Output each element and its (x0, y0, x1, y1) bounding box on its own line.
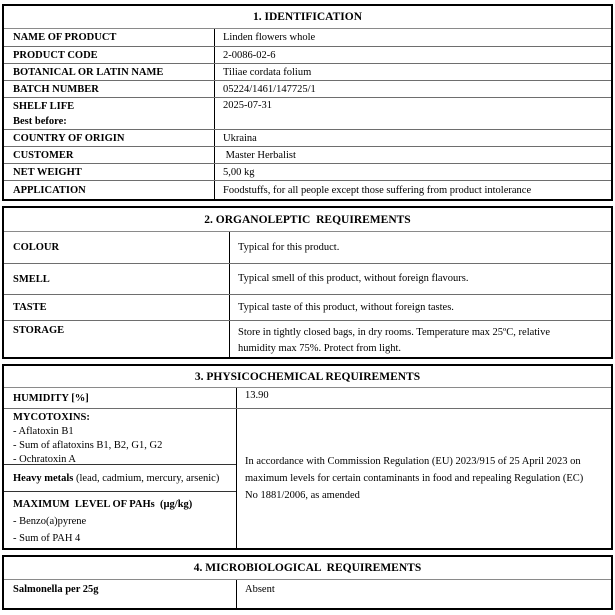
row-value: Ukraina (223, 132, 257, 144)
mycotoxin-item: - Sum of aflatoxins B1, B2, G1, G2 (13, 440, 163, 451)
pahs-cell (4, 492, 236, 548)
row-value: Store in tightly closed bags, in dry rooms. Temperature max 25ºC, relative humidity max 75%. Protect from light. (238, 327, 553, 354)
row-value: 13.90 (245, 390, 269, 401)
row-value: Tiliae cordata folium (223, 66, 312, 78)
section-physicochemical-title: 3. PHYSICOCHEMICAL REQUIREMENTS (4, 366, 611, 388)
shelf-life-line1: SHELF LIFE (13, 100, 75, 112)
pahs-item: - Benzo(a)pyrene (13, 516, 87, 527)
contaminants-block (4, 409, 611, 548)
row-label: CUSTOMER (4, 147, 215, 163)
mycotoxins-heading: MYCOTOXINS: (13, 412, 90, 423)
row-value: Foodstuffs, for all people except those suffering from product intolerance (223, 184, 532, 196)
section-identification (2, 4, 613, 201)
row-value: 05224/1461/147725/1 (223, 83, 316, 95)
heavy-metals-text (13, 473, 219, 484)
row-value: Typical smell of this product, without foreign flavours. (238, 273, 469, 284)
section-microbiological-title: 4. MICROBIOLOGICAL REQUIREMENTS (4, 557, 611, 580)
shelf-life-line2: Best before: (13, 115, 67, 127)
row-label: HUMIDITY [%] (4, 388, 237, 408)
row-label: SMELL (4, 264, 230, 294)
row-colour (4, 232, 611, 264)
section-organoleptic (2, 206, 613, 359)
row-value: Linden flowers whole (223, 32, 316, 43)
row-product-code (4, 47, 611, 64)
row-label: PRODUCT CODE (4, 47, 215, 63)
row-label: COLOUR (4, 232, 230, 263)
section-physicochemical (2, 364, 613, 550)
regulation-cell (237, 409, 611, 548)
heavy-metals-rest: (lead, cadmium, mercury, arsenic) (73, 472, 220, 484)
pahs-item: - Sum of PAH 4 (13, 533, 81, 544)
row-name-of-product (4, 29, 611, 47)
pahs-heading: MAXIMUM LEVEL OF PAHs (µg/kg) (13, 499, 193, 510)
row-salmonella (4, 580, 611, 608)
row-label: NAME OF PRODUCT (4, 29, 215, 46)
row-label: APPLICATION (4, 181, 215, 199)
row-shelf-life (4, 98, 611, 130)
row-value: 2025-07-31 (223, 100, 272, 111)
row-value: Master Herbalist (223, 149, 296, 161)
row-application (4, 181, 611, 199)
row-value: Absent (245, 584, 275, 595)
row-smell (4, 264, 611, 295)
row-label: TASTE (4, 295, 230, 320)
row-batch-number (4, 81, 611, 98)
row-taste (4, 295, 611, 321)
row-label (4, 98, 215, 129)
section-identification-title: 1. IDENTIFICATION (4, 6, 611, 29)
row-net-weight (4, 164, 611, 181)
row-country-of-origin (4, 130, 611, 147)
row-value: 2-0086-02-6 (223, 49, 276, 61)
regulation-text: In accordance with Commission Regulation (EU) 2023/915 of 25 April 2023 on maximum levels for certain contaminants in food and repealing Regulation (EC) No 1881/2006, as amended (245, 456, 584, 501)
row-value: Typical for this product. (238, 241, 340, 253)
row-label: Salmonella per 25g (4, 580, 237, 608)
heavy-metals-bold: Heavy metals (13, 472, 74, 484)
row-value: Typical taste of this product, without foreign tastes. (238, 301, 454, 313)
row-label: BATCH NUMBER (4, 81, 215, 97)
mycotoxin-item: - Ochratoxin A (13, 454, 76, 465)
row-label: STORAGE (4, 321, 230, 357)
section-organoleptic-title: 2. ORGANOLEPTIC REQUIREMENTS (4, 208, 611, 232)
row-humidity (4, 388, 611, 409)
section-microbiological (2, 555, 613, 610)
contaminants-parameters-column (4, 409, 237, 548)
heavy-metals-cell (4, 465, 236, 492)
mycotoxin-item: - Aflatoxin B1 (13, 426, 74, 437)
row-customer (4, 147, 611, 164)
row-label: BOTANICAL OR LATIN NAME (4, 64, 215, 80)
row-value: 5,00 kg (223, 166, 255, 178)
row-botanical-name (4, 64, 611, 81)
row-storage (4, 321, 611, 357)
row-label: NET WEIGHT (4, 164, 215, 180)
row-label: COUNTRY OF ORIGIN (4, 130, 215, 146)
mycotoxins-cell (4, 409, 236, 465)
